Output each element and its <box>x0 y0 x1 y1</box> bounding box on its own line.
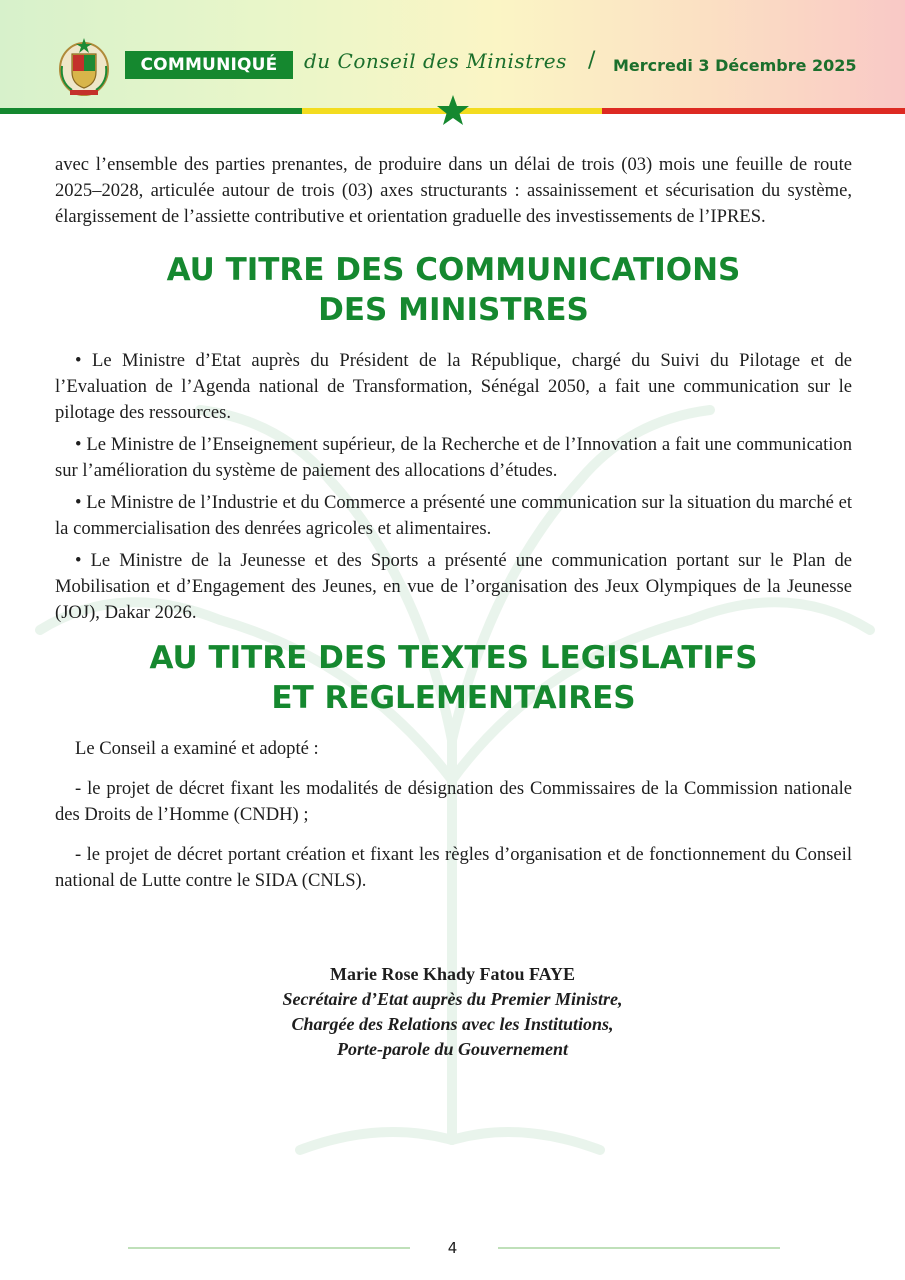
page-header <box>0 0 905 108</box>
flag-stripe-red <box>602 108 905 114</box>
section-heading-communications <box>55 250 852 330</box>
communique-badge: COMMUNIQUÉ <box>125 51 293 79</box>
page-footer <box>0 1236 905 1260</box>
heading-line: ET REGLEMENTAIRES <box>271 680 636 716</box>
signatory-role: Porte-parole du Gouvernement <box>337 1039 568 1059</box>
section-heading-textes <box>55 638 852 718</box>
textes-intro: Le Conseil a examiné et adopté : <box>75 738 319 759</box>
signatory-role: Secrétaire d’Etat auprès du Premier Ministre, <box>282 989 623 1009</box>
signature-block <box>0 962 905 1062</box>
communication-item: • Le Ministre de l’Enseignement supérieur, de la Recherche et de l’Innovation a fait une communication sur l’amélioration du système de paiement des allocations d’études. <box>55 434 852 481</box>
signatory-role: Chargée des Relations avec les Institutions, <box>291 1014 614 1034</box>
header-date: Mercredi 3 Décembre 2025 <box>613 56 857 75</box>
header-script-title: du Conseil des Ministres <box>304 49 567 73</box>
heading-line: AU TITRE DES TEXTES LEGISLATIFS <box>149 640 758 676</box>
green-star-icon <box>436 94 470 128</box>
coat-of-arms-icon <box>56 36 112 98</box>
flag-stripe-green <box>0 108 302 114</box>
decree-item: - le projet de décret portant création et fixant les règles d’organisation et de fonctionnement du Conseil national de Lutte contre le SIDA (CNLS). <box>55 844 852 891</box>
signatory-name: Marie Rose Khady Fatou FAYE <box>330 964 575 984</box>
heading-line: AU TITRE DES COMMUNICATIONS <box>166 252 741 288</box>
communication-item: • Le Ministre de la Jeunesse et des Sports a présenté une communication portant sur le Plan de Mobilisation et d’Engagement des Jeunes, en vue de l’organisation des Jeux Olympiques de la Jeunesse (JOJ), Dakar 2026. <box>55 550 852 623</box>
document-body <box>55 152 852 908</box>
header-separator: / <box>588 48 596 73</box>
page-number: 4 <box>447 1239 458 1257</box>
communication-item: • Le Ministre de l’Industrie et du Commerce a présenté une communication sur la situation du marché et la commercialisation des denrées agricoles et alimentaires. <box>55 492 852 539</box>
heading-line: DES MINISTRES <box>318 292 589 328</box>
communication-item: • Le Ministre d’Etat auprès du Président de la République, chargé du Suivi du Pilotage et de l’Evaluation de l’Agenda national de Transformation, Sénégal 2050, a fait une communication sur le pilotage des ressources. <box>55 350 852 423</box>
intro-paragraph: avec l’ensemble des parties prenantes, de produire dans un délai de trois (03) mois une feuille de route 2025–2028, articulée autour de trois (03) axes structurants : assainissement et sécurisation du système, élargissement de l’assiette contributive et orientation graduelle des investissements de l’IPRES. <box>55 154 852 227</box>
decree-item: - le projet de décret fixant les modalités de désignation des Commissaires de la Commission nationale des Droits de l’Homme (CNDH) ; <box>55 778 852 825</box>
